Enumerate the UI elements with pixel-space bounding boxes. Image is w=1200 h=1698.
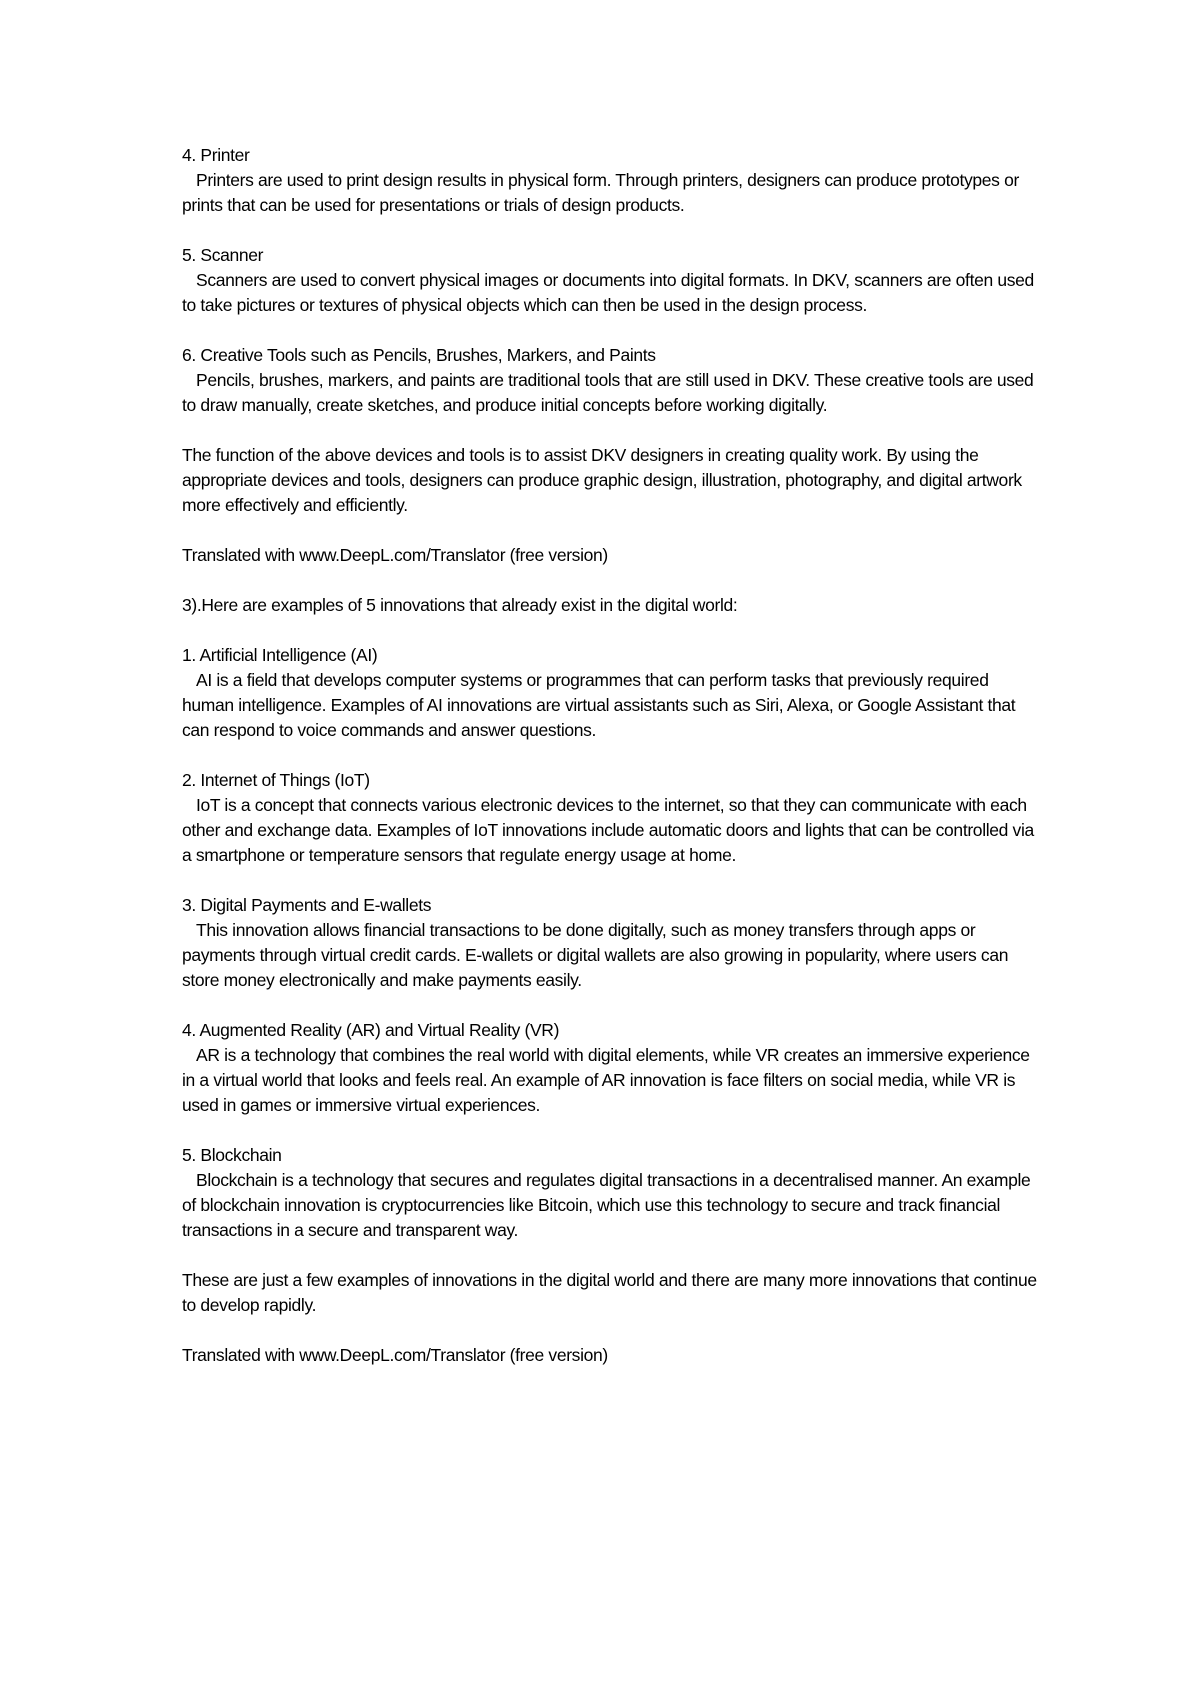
innovation-iot — [182, 768, 1040, 868]
paragraph: The function of the above devices and tools is to assist DKV designers in creating quality work. By using the appropriate devices and tools, designers can produce graphic design, illustration, photography, and digital artwork more effectively and efficiently. — [182, 445, 1022, 515]
section-scanner — [182, 243, 1040, 318]
translator-note — [182, 543, 1040, 568]
section-body: Pencils, brushes, markers, and paints are traditional tools that are still used in DKV. These creative tools are used to draw manually, create sketches, and produce initial concepts before working digitally. — [182, 370, 1034, 415]
innovation-blockchain — [182, 1143, 1040, 1243]
innovation-digital-payments — [182, 893, 1040, 993]
innovation-body: IoT is a concept that connects various electronic devices to the internet, so that they can communicate with each other and exchange data. Examples of IoT innovations include automatic doors and lights that can be controlled via a smartphone or temperature sensors that regulate energy usage at home. — [182, 795, 1034, 865]
document-body — [182, 143, 1040, 1393]
conclusion-innovations — [182, 1268, 1040, 1318]
paragraph: Translated with www.DeepL.com/Translator (free version) — [182, 545, 608, 565]
section-heading: 4. Printer — [182, 145, 250, 165]
innovation-heading: 3. Digital Payments and E-wallets — [182, 895, 432, 915]
section-heading: 5. Scanner — [182, 245, 264, 265]
innovation-heading: 2. Internet of Things (IoT) — [182, 770, 370, 790]
innovations-intro — [182, 593, 1040, 618]
paragraph: Translated with www.DeepL.com/Translator (free version) — [182, 1345, 608, 1365]
innovation-body: Blockchain is a technology that secures and regulates digital transactions in a decentralised manner. An example of blockchain innovation is cryptocurrencies like Bitcoin, which use this technology to secure and track financial transactions in a secure and transparent way. — [182, 1170, 1031, 1240]
section-heading: 6. Creative Tools such as Pencils, Brushes, Markers, and Paints — [182, 345, 656, 365]
innovation-body: AR is a technology that combines the real world with digital elements, while VR creates an immersive experience in a virtual world that looks and feels real. An example of AR innovation is face filters on social media, while VR is used in games or immersive virtual experiences. — [182, 1045, 1030, 1115]
section-creative-tools — [182, 343, 1040, 418]
innovation-heading: 4. Augmented Reality (AR) and Virtual Reality (VR) — [182, 1020, 560, 1040]
innovation-ai — [182, 643, 1040, 743]
innovation-heading: 1. Artificial Intelligence (AI) — [182, 645, 378, 665]
translator-note — [182, 1343, 1040, 1368]
conclusion-devices — [182, 443, 1040, 518]
innovation-body: This innovation allows financial transactions to be done digitally, such as money transfers through apps or payments through virtual credit cards. E-wallets or digital wallets are also growing in popularity, where users can store money electronically and make payments easily. — [182, 920, 1009, 990]
innovation-body: AI is a field that develops computer systems or programmes that can perform tasks that previously required human intelligence. Examples of AI innovations are virtual assistants such as Siri, Alexa, or Google Assistant that can respond to voice commands and answer questions. — [182, 670, 1016, 740]
paragraph: 3).Here are examples of 5 innovations that already exist in the digital world: — [182, 595, 738, 615]
section-printer — [182, 143, 1040, 218]
section-body: Scanners are used to convert physical images or documents into digital formats. In DKV, scanners are often used to take pictures or textures of physical objects which can then be used in the design process. — [182, 270, 1034, 315]
section-body: Printers are used to print design results in physical form. Through printers, designers can produce prototypes or prints that can be used for presentations or trials of design products. — [182, 170, 1019, 215]
innovation-ar-vr — [182, 1018, 1040, 1118]
paragraph: These are just a few examples of innovations in the digital world and there are many more innovations that continue to develop rapidly. — [182, 1270, 1037, 1315]
innovation-heading: 5. Blockchain — [182, 1145, 282, 1165]
